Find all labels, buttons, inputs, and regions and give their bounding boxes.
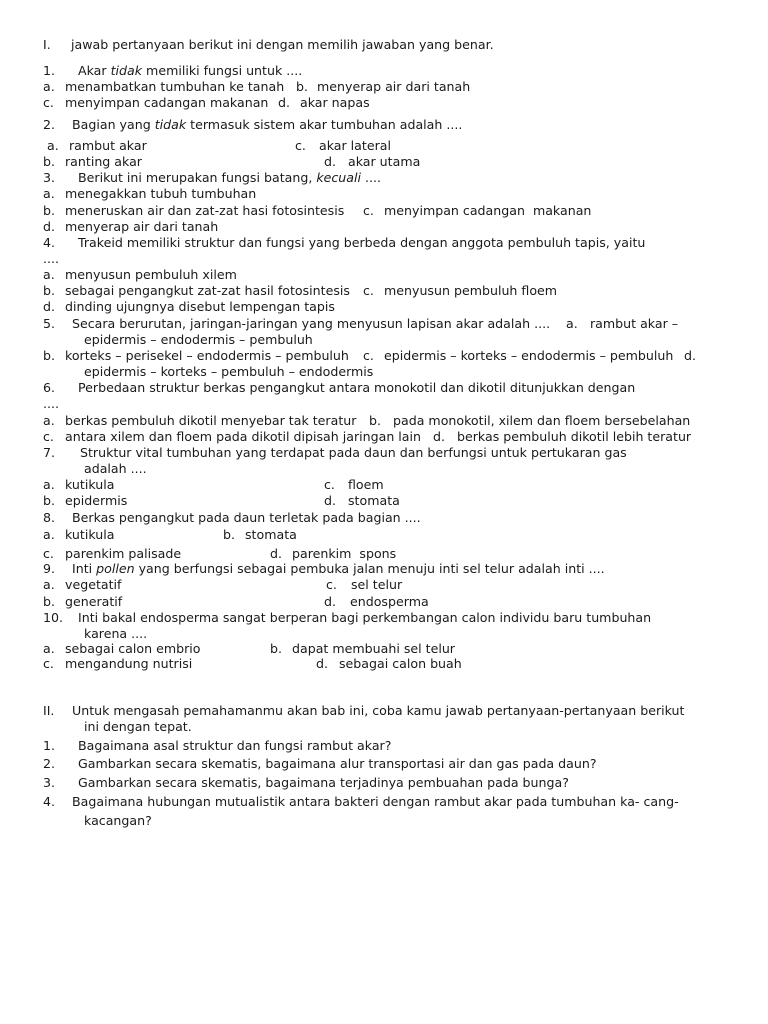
option-row bbox=[0, 477, 768, 493]
option-text: meneruskan air dan zat-zat hasi fotosintesis bbox=[65, 203, 345, 218]
question-text: .... bbox=[43, 396, 60, 411]
option-letter: c. bbox=[43, 656, 54, 671]
option-text: korteks – perisekel – endodermis – pembuluh bbox=[65, 348, 349, 363]
option-letter: c. bbox=[43, 95, 54, 110]
option-letter: d. bbox=[270, 546, 282, 561]
question-text: Bagaimana hubungan mutualistik antara bakteri dengan rambut akar pada tumbuhan ka- cang- bbox=[72, 794, 679, 809]
option-letter: b. bbox=[43, 154, 55, 169]
question-text: Berikut ini merupakan fungsi batang, kecuali .... bbox=[78, 170, 382, 185]
question-number: 4. bbox=[43, 794, 56, 809]
option-text: sebagai pengangkut zat-zat hasil fotosintesis bbox=[65, 283, 350, 298]
question-number: 10. bbox=[43, 610, 64, 625]
option-text: epidermis – korteks – endodermis – pembuluh bbox=[384, 348, 674, 363]
option-text: menyerap air dari tanah bbox=[317, 79, 471, 94]
option-row bbox=[0, 186, 768, 202]
option-text: akar utama bbox=[348, 154, 421, 169]
option-text: akar lateral bbox=[319, 138, 391, 153]
option-letter: c. bbox=[43, 546, 54, 561]
essay-question bbox=[0, 756, 768, 772]
question-number: 2. bbox=[43, 117, 56, 132]
question-number: 1. bbox=[43, 63, 56, 78]
option-letter: d. bbox=[43, 299, 55, 314]
question-text: Inti bakal endosperma sangat berperan bagi perkembangan calon individu baru tumbuhan bbox=[78, 610, 652, 625]
option-row bbox=[0, 219, 768, 235]
question-stem bbox=[0, 170, 768, 186]
option-letter: a. bbox=[43, 577, 55, 592]
option-text: menyusun pembuluh xilem bbox=[65, 267, 237, 282]
option-letter: a. bbox=[566, 316, 578, 331]
section-instruction: jawab pertanyaan berikut ini dengan memilih jawaban yang benar. bbox=[71, 37, 494, 52]
question-stem bbox=[0, 117, 768, 133]
option-letter: d. bbox=[684, 348, 696, 363]
essay-question bbox=[0, 794, 768, 810]
question-text: Secara berurutan, jaringan-jaringan yang menyusun lapisan akar adalah .... bbox=[72, 316, 551, 331]
option-letter: b. bbox=[223, 527, 235, 542]
option-letter: c. bbox=[363, 203, 374, 218]
option-text: menyusun pembuluh floem bbox=[384, 283, 558, 298]
option-text: berkas pembuluh dikotil lebih teratur bbox=[457, 429, 692, 444]
option-letter: a. bbox=[43, 413, 55, 428]
question-stem-cont bbox=[0, 396, 768, 412]
question-text: Bagian yang tidak termasuk sistem akar tumbuhan adalah .... bbox=[72, 117, 463, 132]
question-number: 6. bbox=[43, 380, 56, 395]
question-number: 9. bbox=[43, 561, 56, 576]
section-numeral: I. bbox=[43, 37, 51, 52]
option-letter: d. bbox=[278, 95, 290, 110]
option-letter: d. bbox=[43, 219, 55, 234]
option-row bbox=[0, 493, 768, 509]
option-text: pada monokotil, xilem dan floem bersebelahan bbox=[393, 413, 691, 428]
option-letter: b. bbox=[270, 641, 282, 656]
option-row bbox=[0, 138, 768, 154]
option-text: parenkim spons bbox=[292, 546, 397, 561]
option-text: menyerap air dari tanah bbox=[65, 219, 219, 234]
section-2-header bbox=[0, 703, 768, 719]
question-text: kacangan? bbox=[84, 813, 152, 828]
option-row bbox=[0, 203, 768, 219]
essay-question bbox=[0, 738, 768, 754]
option-letter: b. bbox=[43, 594, 55, 609]
question-stem bbox=[0, 510, 768, 526]
option-row bbox=[0, 594, 768, 610]
section-2-header-cont bbox=[0, 719, 768, 735]
question-number: 1. bbox=[43, 738, 56, 753]
option-text: rambut akar bbox=[69, 138, 147, 153]
option-text: parenkim palisade bbox=[65, 546, 182, 561]
option-letter: d. bbox=[324, 154, 336, 169]
question-text: Berkas pengangkut pada daun terletak pada bagian .... bbox=[72, 510, 421, 525]
option-text: kutikula bbox=[65, 477, 115, 492]
question-text: Perbedaan struktur berkas pengangkut antara monokotil dan dikotil ditunjukkan dengan bbox=[78, 380, 636, 395]
option-text: menegakkan tubuh tumbuhan bbox=[65, 186, 257, 201]
question-text: Trakeid memiliki struktur dan fungsi yang berbeda dengan anggota pembuluh tapis, yaitu bbox=[78, 235, 646, 250]
option-row bbox=[0, 299, 768, 315]
question-number: 2. bbox=[43, 756, 56, 771]
option-text: epidermis – endodermis – pembuluh bbox=[84, 332, 313, 347]
option-text: menambatkan tumbuhan ke tanah bbox=[65, 79, 285, 94]
option-row-cont bbox=[0, 332, 768, 348]
option-row-cont bbox=[0, 364, 768, 380]
option-letter: c. bbox=[324, 477, 335, 492]
section-instruction: Untuk mengasah pemahamanmu akan bab ini, coba kamu jawab pertanyaan-pertanyaan berikut bbox=[72, 703, 685, 718]
section-numeral: II. bbox=[43, 703, 55, 718]
option-text: kutikula bbox=[65, 527, 115, 542]
question-stem bbox=[0, 561, 768, 577]
question-stem-cont bbox=[0, 251, 768, 267]
question-text: Bagaimana asal struktur dan fungsi rambut akar? bbox=[78, 738, 392, 753]
option-text: sebagai calon embrio bbox=[65, 641, 201, 656]
question-stem bbox=[0, 316, 768, 332]
question-stem-cont bbox=[0, 626, 768, 642]
option-row bbox=[0, 283, 768, 299]
essay-question bbox=[0, 775, 768, 791]
option-row bbox=[0, 348, 768, 364]
question-stem bbox=[0, 63, 768, 79]
option-text: endosperma bbox=[350, 594, 429, 609]
option-letter: a. bbox=[43, 267, 55, 282]
question-stem bbox=[0, 380, 768, 396]
option-text: stomata bbox=[348, 493, 400, 508]
option-text: epidermis – korteks – pembuluh – endodermis bbox=[84, 364, 374, 379]
question-text: Akar tidak memiliki fungsi untuk .... bbox=[78, 63, 303, 78]
option-text: berkas pembuluh dikotil menyebar tak teratur bbox=[65, 413, 357, 428]
option-text: vegetatif bbox=[65, 577, 122, 592]
question-number: 5. bbox=[43, 316, 56, 331]
option-text: mengandung nutrisi bbox=[65, 656, 193, 671]
option-text: sebagai calon buah bbox=[339, 656, 462, 671]
option-letter: a. bbox=[43, 527, 55, 542]
question-stem bbox=[0, 610, 768, 626]
option-letter: c. bbox=[326, 577, 337, 592]
section-1-header bbox=[0, 37, 768, 53]
option-letter: d. bbox=[433, 429, 445, 444]
option-row bbox=[0, 429, 768, 445]
option-text: akar napas bbox=[300, 95, 370, 110]
option-text: antara xilem dan floem pada dikotil dipisah jaringan lain bbox=[65, 429, 422, 444]
option-row bbox=[0, 656, 768, 672]
option-letter: c. bbox=[43, 429, 54, 444]
option-text: stomata bbox=[245, 527, 297, 542]
option-letter: d. bbox=[324, 493, 336, 508]
option-text: dinding ujungnya disebut lempengan tapis bbox=[65, 299, 335, 314]
question-text: Gambarkan secara skematis, bagaimana alur transportasi air dan gas pada daun? bbox=[78, 756, 597, 771]
section-instruction: ini dengan tepat. bbox=[84, 719, 192, 734]
option-row bbox=[0, 546, 768, 562]
option-letter: c. bbox=[363, 348, 374, 363]
option-text: menyimpan cadangan makanan bbox=[65, 95, 269, 110]
question-number: 7. bbox=[43, 445, 56, 460]
question-number: 3. bbox=[43, 170, 56, 185]
option-row bbox=[0, 267, 768, 283]
option-text: ranting akar bbox=[65, 154, 142, 169]
option-row bbox=[0, 95, 768, 111]
option-letter: b. bbox=[43, 348, 55, 363]
question-stem bbox=[0, 235, 768, 251]
option-row bbox=[0, 154, 768, 170]
option-row bbox=[0, 413, 768, 429]
option-letter: a. bbox=[43, 138, 59, 153]
option-letter: c. bbox=[295, 138, 306, 153]
option-letter: b. bbox=[296, 79, 308, 94]
option-text: floem bbox=[348, 477, 384, 492]
question-text: adalah .... bbox=[84, 461, 147, 476]
option-letter: a. bbox=[43, 79, 55, 94]
question-number: 3. bbox=[43, 775, 56, 790]
option-letter: a. bbox=[43, 477, 55, 492]
option-letter: a. bbox=[43, 186, 55, 201]
option-letter: d. bbox=[324, 594, 336, 609]
option-letter: d. bbox=[316, 656, 328, 671]
option-row bbox=[0, 527, 768, 543]
question-text: .... bbox=[43, 251, 60, 266]
option-row bbox=[0, 79, 768, 95]
question-text: Inti pollen yang berfungsi sebagai pembuka jalan menuju inti sel telur adalah inti .... bbox=[72, 561, 605, 576]
option-text: epidermis bbox=[65, 493, 128, 508]
option-letter: b. bbox=[43, 283, 55, 298]
option-text: menyimpan cadangan makanan bbox=[384, 203, 592, 218]
option-letter: a. bbox=[43, 641, 55, 656]
option-letter: b. bbox=[43, 493, 55, 508]
option-letter: b. bbox=[43, 203, 55, 218]
question-text: Gambarkan secara skematis, bagaimana terjadinya pembuahan pada bunga? bbox=[78, 775, 569, 790]
essay-question-cont bbox=[0, 813, 768, 829]
option-text: sel telur bbox=[351, 577, 403, 592]
question-number: 4. bbox=[43, 235, 56, 250]
option-letter: c. bbox=[363, 283, 374, 298]
option-letter: b. bbox=[369, 413, 381, 428]
question-stem bbox=[0, 445, 768, 461]
option-row bbox=[0, 577, 768, 593]
option-text: dapat membuahi sel telur bbox=[292, 641, 455, 656]
question-text: karena .... bbox=[84, 626, 148, 641]
option-text: generatif bbox=[65, 594, 123, 609]
option-row bbox=[0, 641, 768, 657]
question-number: 8. bbox=[43, 510, 56, 525]
question-text: Struktur vital tumbuhan yang terdapat pada daun dan berfungsi untuk pertukaran gas bbox=[80, 445, 627, 460]
question-stem-cont bbox=[0, 461, 768, 477]
option-text: rambut akar – bbox=[590, 316, 679, 331]
